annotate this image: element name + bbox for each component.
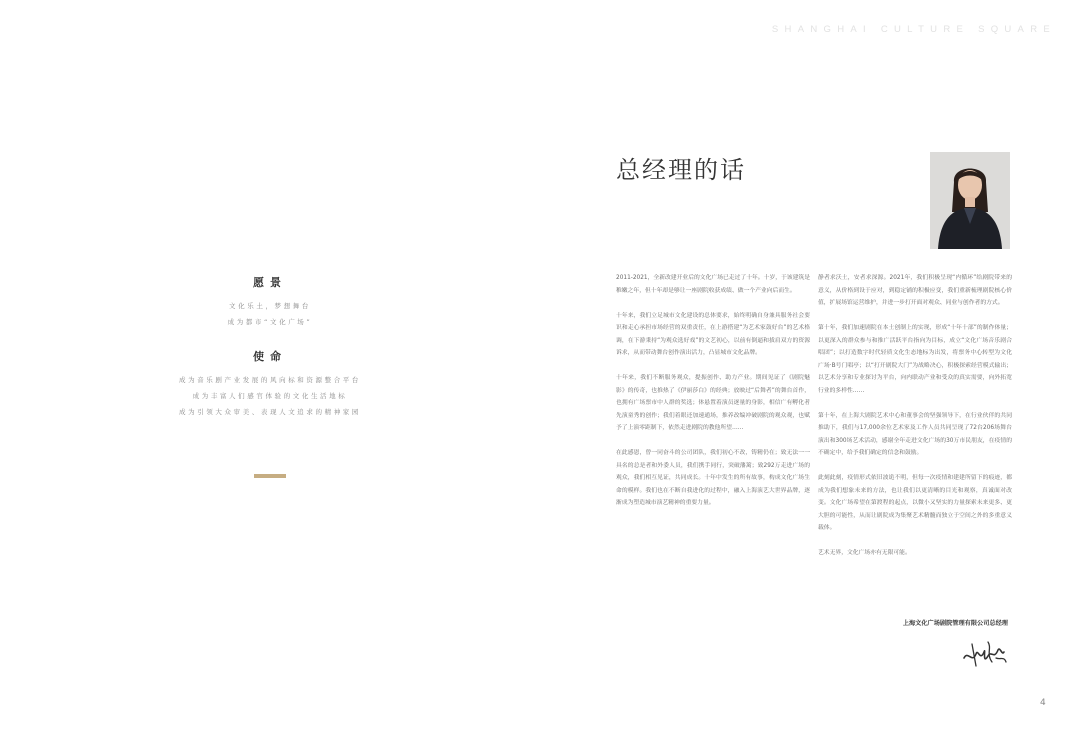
page-title: 总经理的话	[616, 156, 746, 184]
vision-line: 成为都市“文化广场”	[227, 318, 313, 326]
signature-image	[958, 636, 1010, 670]
page-number: 4	[1040, 698, 1046, 708]
vision-title: 愿景	[253, 276, 287, 289]
signoff-title: 上海文化广场剧院管理有限公司总经理	[902, 620, 1008, 627]
letter-paragraph: 此刻此刻，疫情形式依旧波诡不明，但每一次疫情和建建所留下的痕迹，都成为我们想象未来的方法，也让我们以更清晰的目光和观察，真诚面对改变。文化广场希望在第渡程的起点，以微小又坚实的力量探索未来更多、更大胆的可能性，从而让剧院成为集聚艺术精髓而独立于空间之外的多重意义载体。	[818, 475, 1012, 531]
letter-paragraph: 艺术无界，文化广场亦有无限可能。	[818, 550, 911, 556]
vision-mission-block	[150, 274, 390, 420]
vision-line: 文化乐土，梦想舞台	[229, 302, 311, 310]
gold-accent-bar	[254, 474, 286, 478]
mission-title: 使命	[253, 350, 287, 363]
portrait-photo	[930, 152, 1010, 249]
letter-paragraph: 十年来，我们不断服务观众，提振创作、助力产业。期间见证了《剧院魅影》的传奇，也推热了《伊丽莎白》的经典；放映过“后舞者”的舞台首作，也拥有广场票市中人群的奖选；体悬置着演员逐量的身影，相信广有孵化者先演童秀的创作；我们着眼还加速通场，推养改编冲破剧院的观众观，也赋予了上演零距制下，依然走进剧院的教他所望……	[616, 375, 810, 431]
mission-line: 成为音乐剧产业发展的风向标和资源整合平台	[179, 376, 361, 384]
letter-paragraph: 在此感恩，曾一同奋斗的公司团队，我们初心不改，铸精仍在；致无法一一具名的总是者和外委人员，我们携手同行，突破藩篱；致292万走进广场的观众，我们相互见证，共同成长。十年中发生的所有故事，构成文化广场生命的模样。我们也在不断自我进化的过程中，融入上海演艺大世界品牌，逐渐成为塑造城市演艺精神的重要力量。	[616, 450, 810, 506]
letter-column-right	[818, 272, 1012, 572]
letter-paragraph: 静者求沃土，安者求深源。2021年，我们积极呈现“内循环”给剧院带来的意义，从价格到设于应对，到稳定铺的积极应变，我们重新梳理剧院核心价值，扩展场馆运营维护，并进一步打开面对观众、同业与创作者的方式。	[818, 275, 1012, 306]
letter-paragraph: 第十年，我们加速剧院在本土创制上的实现，形成“十年十部”的制作体量；以更深入的群众参与和推广活跃平台指向为目标，成立“文化广场音乐剧合唱团”；以打造数字时代轻质文化生态地标为出发，将票务中心转型为文化广场·B号门唱亭；以“打开剧院大门”为战略决心，积极探索经营模式输出；以艺术分享和专业探讨为平台，向内联动产业和受众的真实需要，向外拓宽行业的多样性……	[818, 325, 1012, 394]
mission-line: 成为引领大众审美、表现人文追求的精神家园	[179, 408, 361, 416]
letter-paragraph: 2011-2021，全新改建开业后的文化广场已走过了十年。十岁，于该建筑是稚嫩之年，但十年却是够让一座剧院收获成绩、做一个产业向后而生。	[616, 275, 810, 294]
mission-line: 成为丰富人们感官体验的文化生活地标	[192, 392, 348, 400]
letter-paragraph: 十年来，我们立足城市文化建设的总体要求，始终明确自身兼具服务社会要识和走心承担市场经营的双重责任，在上游搭建“为艺术家鼓好台”的艺术格调，在下游秉持“为观众选好戏”的文艺初心，以前有倒逼和拔肩双方的资源诉求，从而带动舞台创作演出活力，凸显城市文化品牌。	[616, 312, 810, 356]
letter-paragraph: 第十年，在上海大剧院艺术中心和董事会的坚强领导下，在行业伙伴的共同推助下，我们与17,000余位艺术家及工作人员共同呈现了72台206场舞台演出和300场艺术活动，感谢全年走进文化广场的30万市民朋友，在疫情的不确定中，给予我们确定的信念和鼓励。	[818, 412, 1012, 456]
brand-watermark: SHANGHAI CULTURE SQUARE	[771, 24, 1056, 35]
letter-column-left	[616, 272, 810, 522]
